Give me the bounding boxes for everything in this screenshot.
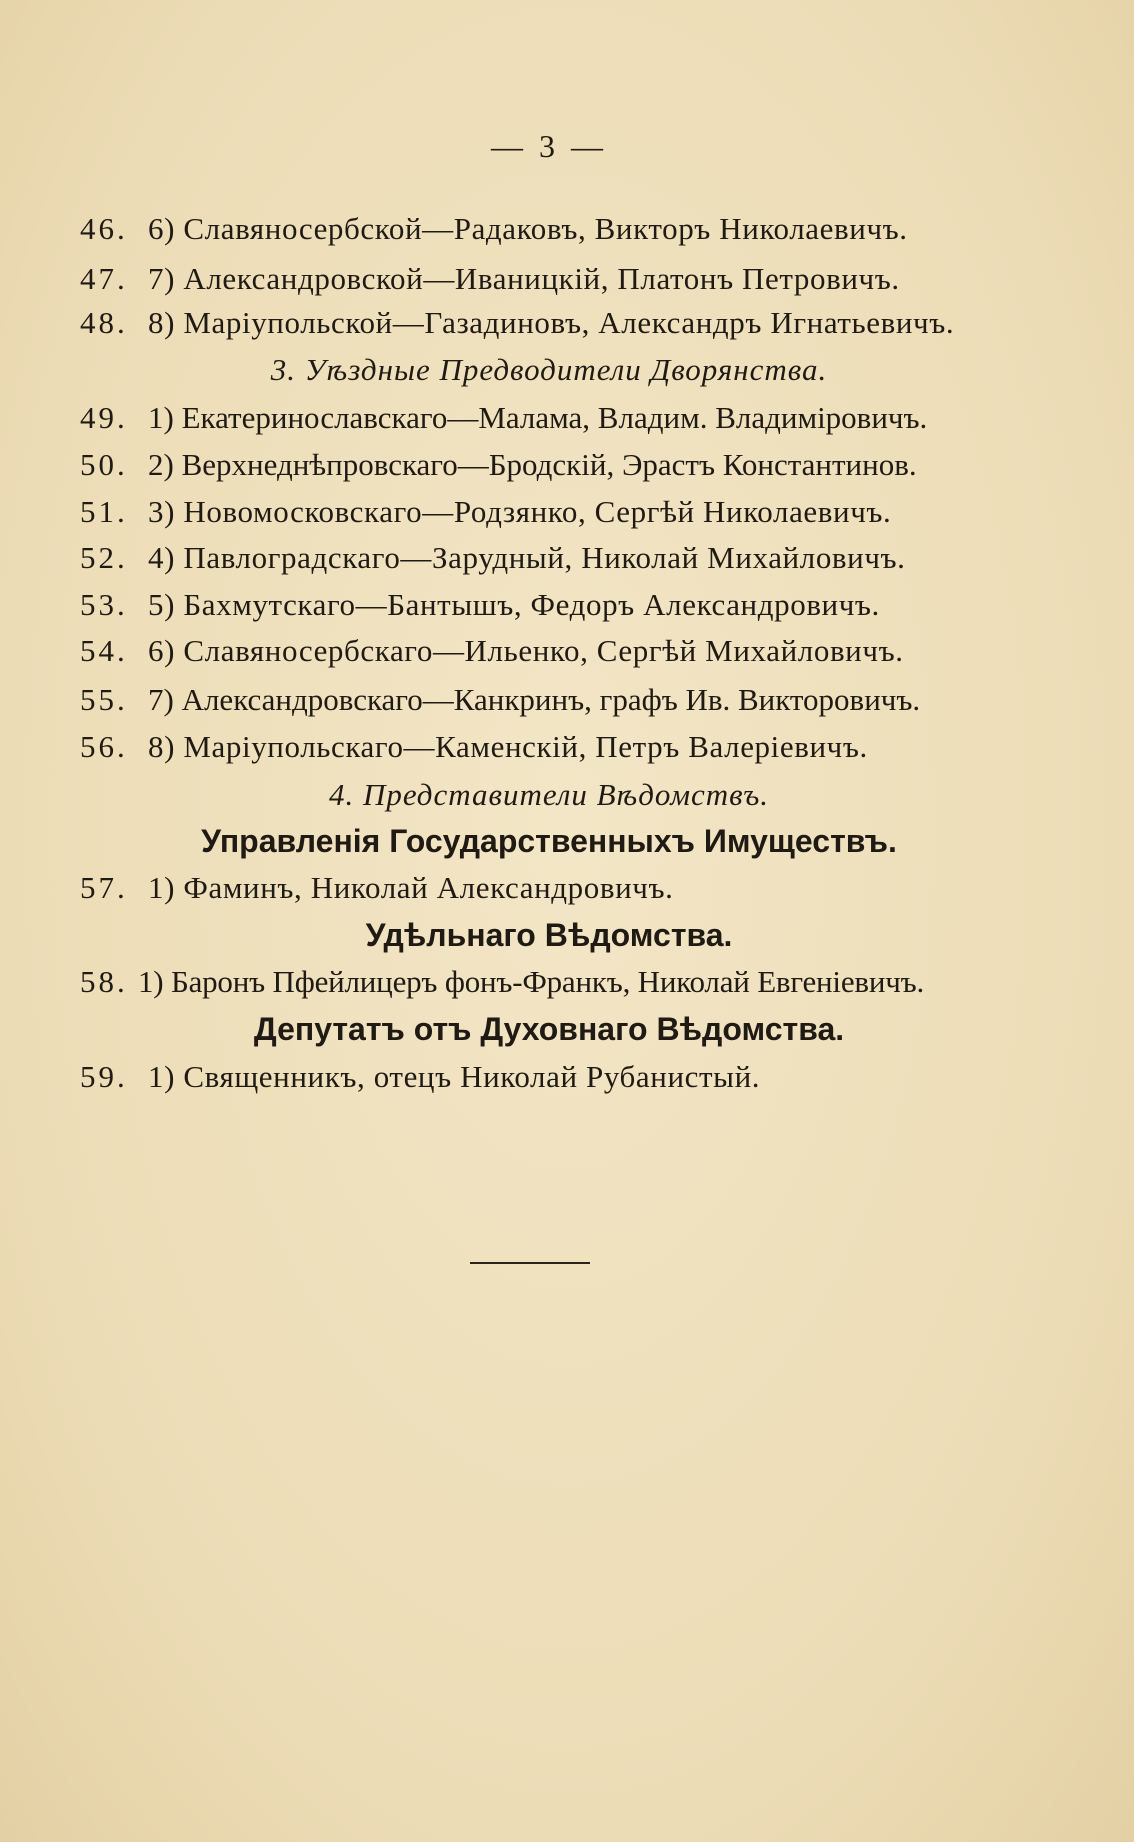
entry-text: 1) Фаминъ, Николай Александровичъ. [148,870,674,905]
list-item [80,492,1050,532]
list-item [80,538,1050,578]
entry-text: 1) Екатеринославскаго—Малама, Владим. Владиміровичъ. [148,400,928,435]
entry-text: 6) Славяносербской—Радаковъ, Викторъ Николаевичъ. [148,211,908,246]
entry-number: 51. [80,494,128,529]
entry-number: 59. [80,1059,128,1094]
section-heading-uezd: 3. Уѣздные Предводители Дворянства. [270,352,828,387]
list-item [80,398,1050,438]
list-item [80,303,1050,343]
entry-text: 2) Верхнеднѣпровскаго—Бродскій, Эрастъ Константинов. [148,447,917,482]
entry-number: 55. [80,682,128,717]
entry-number: 56. [80,729,128,764]
entry-text: 1) Священникъ, отецъ Николай Рубанистый. [148,1059,761,1094]
entry-text: 4) Павлоградскаго—Зарудный, Николай Михайловичъ. [148,540,906,575]
entry-number: 52. [80,540,128,575]
heading-gos-imushchestv: Управленія Государственныхъ Имуществъ. [201,823,897,859]
entry-number: 49. [80,400,128,435]
heading-udelnago: Удѣльнаго Вѣдомства. [365,917,733,953]
list-item [80,1057,1050,1097]
entry-number: 47. [80,261,128,296]
entry-number: 57. [80,870,128,905]
list-item [80,680,1050,720]
list-item [80,962,1050,1002]
entry-text: 6) Славяносербскаго—Ильенко, Сергѣй Михайловичъ. [148,633,904,668]
entry-text: 7) Александровской—Иваницкій, Платонъ Петровичъ. [148,261,900,296]
entry-number: 48. [80,305,128,340]
list-item [80,631,1050,671]
heading-deputat: Депутатъ отъ Духовнаго Вѣдомства. [253,1011,845,1047]
list-item [80,259,1050,299]
list-item [80,585,1050,625]
entry-number: 54. [80,633,128,668]
entry-number: 53. [80,587,128,622]
list-item [80,727,1050,767]
list-item [80,868,1050,908]
entry-text: 1) Баронъ Пфейлицеръ фонъ-Франкъ, Николай Евгеніевичъ. [138,964,924,999]
entry-number: 58. [80,964,128,999]
entry-text: 3) Новомосковскаго—Родзянко, Сергѣй Николаевичъ. [148,494,892,529]
section-heading-vedomstva: 4. Представители Вѣдомствъ. [328,777,770,812]
entry-text: 8) Маріупольскаго—Каменскій, Петръ Валеріевичъ. [148,729,868,764]
entry-number: 50. [80,447,128,482]
entry-text: 8) Маріупольской—Газадиновъ, Александръ Игнатьевичъ. [148,305,955,340]
list-item [80,209,1050,249]
entry-text: 5) Бахмутскаго—Бантышъ, Федоръ Александровичъ. [148,587,880,622]
entry-text: 7) Александровскаго—Канкринъ, графъ Ив. Викторовичъ. [148,682,921,717]
list-item [80,445,1050,485]
closing-rule [470,1262,590,1264]
entry-number: 46. [80,211,128,246]
page-number: — 3 — [491,128,607,164]
